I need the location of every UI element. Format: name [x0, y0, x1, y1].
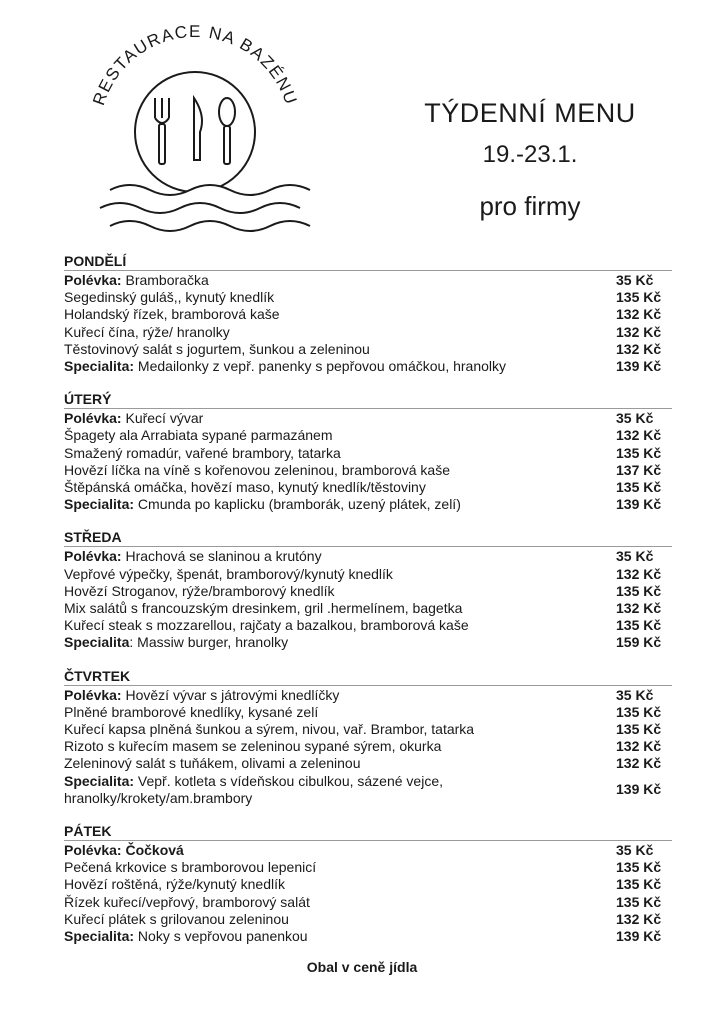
item-dish: Cmunda po kaplicku (bramborák, uzený plátek, zelí) [134, 496, 461, 513]
day-name: PÁTEK [64, 823, 672, 841]
menu-item [64, 358, 672, 375]
item-dish: Hovězí Stroganov, rýže/bramborový knedlík [64, 582, 335, 599]
item-dish: Špagety ala Arrabiata sypané parmazánem [64, 427, 333, 444]
item-dish: Kuřecí čína, rýže/ hranolky [64, 323, 230, 340]
item-price: 139 Kč [616, 781, 662, 798]
menu-item [64, 289, 672, 306]
item-label: Specialita: [64, 358, 135, 375]
menu-item [64, 548, 672, 565]
item-price: 132 Kč [616, 755, 662, 772]
item-dish: Hovězí roštěná, rýže/kynutý knedlík [64, 876, 285, 893]
item-price: 137 Kč [616, 461, 662, 478]
item-price: 159 Kč [616, 634, 662, 651]
item-price: 135 Kč [616, 479, 662, 496]
menu-item [64, 583, 672, 600]
menu-item [64, 859, 672, 876]
item-price: 135 Kč [616, 721, 662, 738]
item-price: 132 Kč [616, 323, 662, 340]
item-dish: Holandský řízek, bramborová kaše [64, 306, 280, 323]
day-name: PONDĚLÍ [64, 253, 672, 271]
day-name: ÚTERÝ [64, 391, 672, 409]
item-dish: Vepřové výpečky, špenát, bramborový/kynutý knedlík [64, 565, 393, 582]
item-price: 35 Kč [616, 272, 654, 288]
item-dish: Kuřecí kapsa plněná šunkou a sýrem, nivou, vař. Brambor, tatarka [64, 721, 475, 738]
day-tuesday [64, 391, 672, 513]
menu-item [64, 324, 672, 341]
item-price: 35 Kč [616, 410, 654, 427]
day-friday [64, 823, 672, 945]
item-dish: Těstovinový salát s jogurtem, šunkou a zeleninou [64, 340, 370, 357]
menu-item [64, 617, 672, 634]
menu-item [64, 704, 672, 721]
menu-item [64, 911, 672, 928]
fork-icon [155, 98, 169, 164]
item-dish: Štěpánská omáčka, hovězí maso, kynutý knedlík/těstoviny [64, 479, 426, 496]
item-dish: Kuřecí vývar [121, 410, 204, 427]
menu-item [64, 479, 672, 496]
menu-subtitle: pro firmy [479, 191, 581, 221]
menu-item [64, 341, 672, 358]
item-price: 135 Kč [616, 617, 662, 634]
menu-item [64, 721, 672, 738]
menu-item [64, 566, 672, 583]
menu-item [64, 462, 672, 479]
menu-item [64, 842, 672, 859]
item-dish: Hovězí líčka na víně s kořenovou zeleninou, bramborová kaše [64, 461, 450, 478]
item-label: Polévka: Čočková [64, 842, 184, 859]
item-label: Specialita: [64, 496, 135, 513]
day-wednesday [64, 529, 672, 651]
day-thursday [64, 668, 672, 807]
item-dish: Noky s vepřovou panenkou [134, 928, 308, 945]
menu-item [64, 755, 672, 772]
item-dish: Kuřecí steak s mozzarellou, rajčaty a bazalkou, bramborová kaše [64, 617, 469, 634]
item-dish: Medailonky z vepř. panenky s pepřovou omáčkou, hranolky [134, 358, 507, 375]
item-dish: Zeleninový salát s tuňákem, olivami a zeleninou [64, 755, 361, 772]
item-dish: Plněné bramborové knedlíky, kysané zelí [64, 703, 319, 720]
menu-item [64, 272, 672, 289]
item-label: Polévka: [64, 686, 122, 703]
packaging-note: Obal v ceně jídla [306, 959, 418, 975]
menu-item [64, 687, 672, 704]
item-dish: Hovězí vývar s játrovými knedlíčky [121, 686, 340, 703]
item-price: 35 Kč [616, 548, 654, 565]
item-dish: Smažený romadúr, vařené brambory, tatarka [64, 444, 341, 461]
item-dish: Kuřecí plátek s grilovanou zeleninou [64, 910, 289, 927]
item-label: Polévka: [64, 410, 122, 427]
menu-item [64, 306, 672, 323]
item-price: 135 Kč [616, 289, 662, 306]
item-price: 132 Kč [616, 600, 662, 617]
item-price: 139 Kč [616, 358, 662, 375]
menu-item [64, 445, 672, 462]
item-price: 135 Kč [616, 703, 662, 720]
menu-item [64, 410, 672, 427]
day-monday [64, 253, 672, 375]
item-dish: Vepř. kotleta s vídeňskou cibulkou, sázené vejce, hranolky/krokety/am.brambory [64, 772, 443, 806]
item-price: 35 Kč [616, 686, 654, 703]
menu-item [64, 600, 672, 617]
item-price: 139 Kč [616, 496, 662, 513]
item-dish: Bramboračka [121, 272, 209, 288]
item-label: Specialita: [64, 928, 135, 945]
logo-arc-text: RESTAURACE NA BAZÉNU [89, 21, 301, 108]
item-price: 135 Kč [616, 859, 662, 876]
item-label: Specialita: [64, 772, 135, 789]
waves-icon [100, 185, 310, 250]
menu-title: TÝDENNÍ MENU [424, 98, 636, 128]
item-price: 132 Kč [616, 306, 662, 323]
item-price: 135 Kč [616, 582, 662, 599]
item-dish: Segedinský guláš,, kynutý knedlík [64, 289, 275, 306]
item-price: 132 Kč [616, 910, 662, 927]
item-dish: Hrachová se slaninou a krutóny [121, 548, 322, 565]
menu-item [64, 427, 672, 444]
item-price: 132 Kč [616, 738, 662, 755]
menu-item [64, 928, 672, 945]
item-price: 132 Kč [616, 427, 662, 444]
day-name: STŘEDA [64, 529, 672, 547]
item-label: Specialita [64, 634, 130, 651]
menu-header [380, 98, 680, 222]
menu-dates: 19.-23.1. [482, 141, 578, 168]
item-price: 132 Kč [616, 565, 662, 582]
menu-item [64, 773, 672, 807]
menu-item [64, 738, 672, 755]
spoon-icon [219, 98, 235, 164]
menu-item [64, 894, 672, 911]
item-price: 132 Kč [616, 340, 662, 357]
knife-icon [194, 98, 202, 160]
menu-item [64, 496, 672, 513]
item-price: 35 Kč [616, 842, 654, 859]
item-label: Polévka: [64, 272, 122, 288]
item-dish: Mix salátů s francouzským dresinkem, gril .hermelínem, bagetka [64, 600, 463, 617]
menu-item [64, 634, 672, 651]
item-price: 135 Kč [616, 444, 662, 461]
item-price: 135 Kč [616, 876, 662, 893]
restaurant-logo [70, 20, 320, 250]
item-price: 135 Kč [616, 893, 662, 910]
item-label: Polévka: [64, 548, 122, 565]
day-name: ČTVRTEK [64, 668, 672, 686]
item-dish: Rizoto s kuřecím masem se zeleninou sypané sýrem, okurka [64, 738, 442, 755]
item-dish: Pečená krkovice s bramborovou lepenicí [64, 859, 317, 876]
item-dish: : Massiw burger, hranolky [129, 634, 289, 651]
item-price: 139 Kč [616, 928, 662, 945]
item-dish: Řízek kuřecí/vepřový, bramborový salát [64, 893, 310, 910]
menu-item [64, 876, 672, 893]
weekly-menu [64, 253, 672, 961]
